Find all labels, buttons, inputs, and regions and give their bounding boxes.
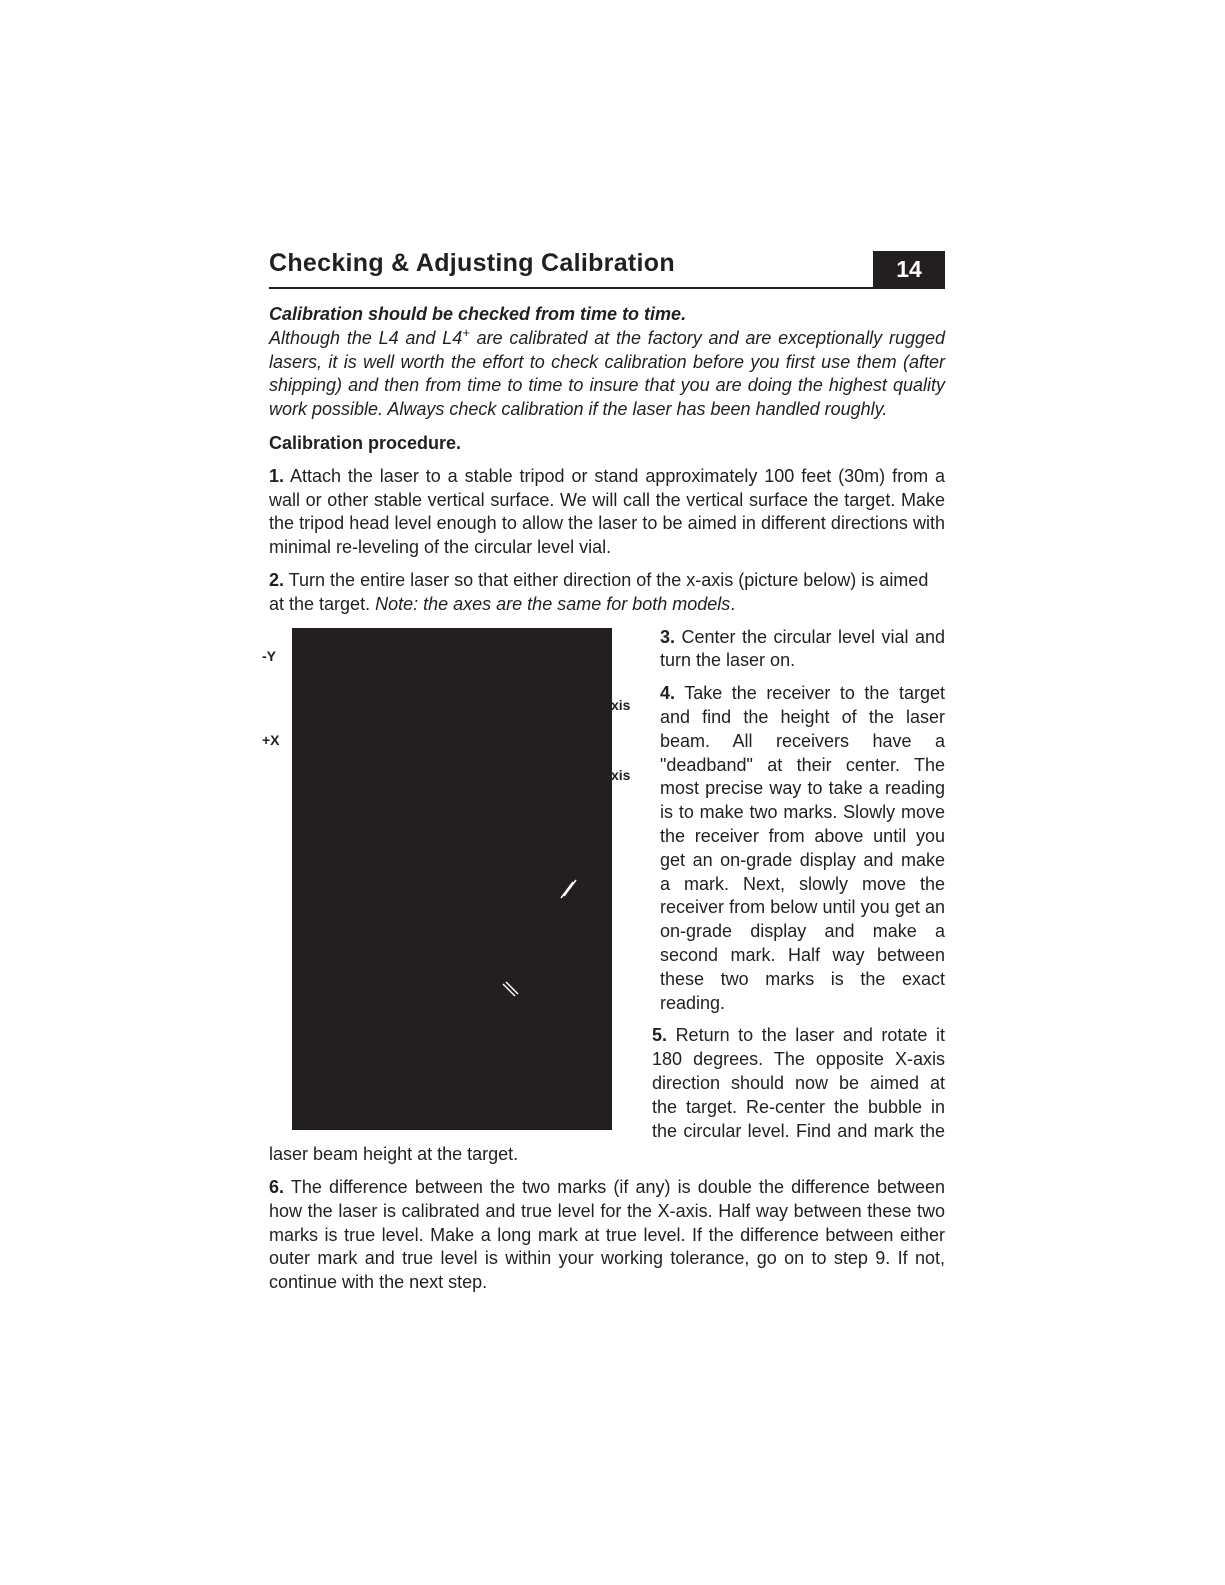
- step-number: 6.: [269, 1177, 285, 1198]
- figure-label-pos-x: +X: [262, 731, 280, 748]
- page-number-badge: 14: [873, 251, 945, 287]
- figure-label-neg-y: -Y: [262, 647, 276, 664]
- figure-label-axis-bottom: xis: [611, 766, 631, 783]
- step-1: [269, 465, 945, 560]
- step-number: 5.: [652, 1025, 668, 1046]
- step-6: [269, 1176, 945, 1295]
- step-text: Turn the entire laser so that either direction of the x-axis (picture below) is aimed at the target.: [269, 569, 929, 614]
- procedure-heading: Calibration procedure.: [269, 432, 462, 453]
- intro-text-a: Although the L4 and L4: [269, 327, 463, 348]
- figure-label-axis-top: xis: [611, 696, 631, 713]
- step-text: Take the receiver to the target and find the height of the laser beam. All receivers have a "deadband" at their center. The most precise way to take a reading is to make two marks. Slowly move the receiver from above until you get an on-grade display and make a mark. Next, slowly move the receiver from below until you get an on-grade display and make a second mark. Half way between these two marks is the exact reading.: [660, 683, 945, 1013]
- step-number: 3.: [660, 626, 676, 647]
- step-number: 2.: [269, 569, 285, 590]
- figure-container: [262, 628, 652, 1140]
- page-content: [262, 249, 945, 1295]
- step-number: 4.: [660, 683, 676, 704]
- step-text: The difference between the two marks (if any) is double the difference between how the laser is calibrated and true level for the X-axis. Half way between these two marks is true level. Make a long mark at true level. If the difference between either outer mark and true level is within your working tolerance, go on to step 9. If not, continue with the next step.: [269, 1177, 945, 1293]
- intro-paragraph: [269, 324, 945, 422]
- figure-and-steps: [262, 626, 945, 1168]
- side-steps: [660, 626, 945, 1016]
- step-4: [660, 682, 945, 1015]
- step-2: 2. Turn the entire laser so that either direction of the x-axis (picture below) is aimed at the target. Note: the axes are the same for both models.: [269, 569, 929, 614]
- step-note: Note: the axes are the same for both models: [375, 593, 731, 614]
- step-text: Attach the laser to a stable tripod or stand approximately 100 feet (30m) from a wall or other stable vertical surface. We will call the vertical surface the target. Make the tripod head level enough to allow the laser to be aimed in different directions with minimal re-leveling of the circular level vial.: [269, 465, 945, 558]
- step-text: Center the circular level vial and turn the laser on.: [660, 626, 945, 671]
- laser-axes-figure: [292, 628, 612, 1130]
- intro-text-b: are calibrated at the factory and are exceptionally rugged lasers, it is well worth the effort to check calibration before you first use them (after shipping) and then from time to time to insure that you are doing the highest quality work possible. Always check calibration if the laser has been handled roughly.: [269, 327, 945, 420]
- step-text: Return to the laser and rotate it 180 degrees. The opposite X-axis direction should now be aimed at the target. Re-center the bubble in the circular level. Find and mark the laser beam height at the target.: [269, 1025, 945, 1165]
- step-3: [660, 626, 945, 674]
- intro-heading: Calibration should be checked from time to time.: [269, 304, 687, 324]
- figure-stroke-mark: [561, 882, 573, 898]
- figure-marks: [292, 628, 612, 1130]
- step-number: 1.: [269, 465, 285, 486]
- page-header: [269, 249, 945, 289]
- intro-section: [269, 303, 945, 422]
- intro-superscript: +: [462, 324, 470, 340]
- page-title: Checking & Adjusting Calibration: [269, 249, 675, 277]
- figure-stroke-mark: [564, 880, 576, 896]
